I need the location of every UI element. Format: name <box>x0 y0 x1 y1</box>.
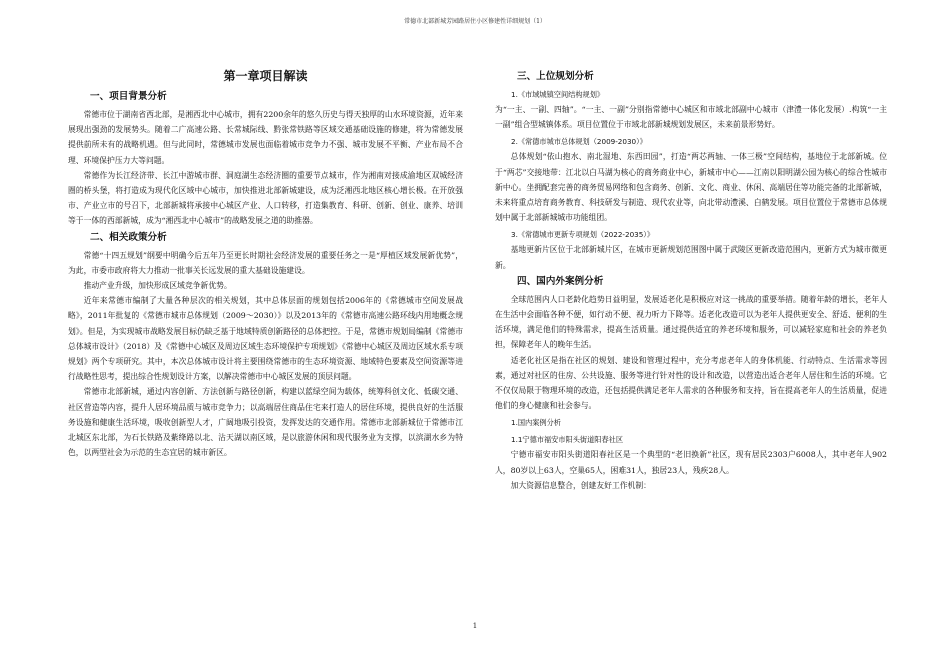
paragraph: 总体规划“依山抱水、南北湿地、东西田园”，打造“两芯两轴、一体三极”空间结构，基地位于北部新城。位于“两芯”交接地带：江北以白马湖为核心的商务商业中心，新城市中心——江南以阳明湖公园为核心的综合性城市新中心。坐拥配套完善的商务贸易网络和包含商务、创新、文化、商业、休闲、高端居住等功能完备的北部新城，未来将重点培育商务教育、科技研发与制造、现代农业等，向北带动澧溪、白鹤发展。项目位置位于常德市总体规划中属于北部新城城市功能组团。 <box>495 152 887 223</box>
section-heading-upper-planning: 三、上位规划分析 <box>517 71 594 82</box>
page-header: 常德市北部新城芳园路居住小区修建性详细规划（1） <box>404 18 546 25</box>
right-column <box>495 68 887 493</box>
subheading: 1.1宁德市福安市阳头街道阳春社区 <box>511 435 624 445</box>
subheading: 3.《常德城市更新专项规划（2022-2035）》 <box>511 230 655 240</box>
paragraph: 全球范围内人口老龄化趋势日益明显，发展适老化是积极应对这一挑战的重要举措。随着年龄的增长，老年人在生活中会面临各种不便，如行动不便、视力听力下降等。适老化改造可以为老年人提供更安全、舒适、便利的生活环境，满足他们的特殊需求，提高生活质量。通过提供适宜的养老环境和服务，可以减轻家庭和社会的养老负担，保障老年人的晚年生活。 <box>495 294 887 350</box>
section-heading-policy: 二、相关政策分析 <box>90 231 167 243</box>
section-heading-background: 一、项目背景分析 <box>90 91 167 102</box>
paragraph: 基地更新片区位于北部新城片区，在城市更新规划范围图中属于武陵区更新改造范围内，更新方式为城市微更新。 <box>495 245 887 270</box>
section-heading-cases: 四、国内外案例分析 <box>517 275 604 287</box>
chapter-title: 第一章项目解读 <box>223 69 308 83</box>
paragraph: 推动产业升级，加快形成区域竞争新优势。 <box>83 281 232 291</box>
paragraph: 常德“十四五规划”纲要中明确今后五年乃至更长时期社会经济发展的重要任务之一是“厚植区域发展新优势”，为此，市委市政府将大力推动一批事关长远发展的重大基础设施建设。 <box>68 250 463 275</box>
paragraph: 常德作为长江经济带、长江中游城市群、洞庭湖生态经济圈的重要节点城市，作为湘南对接成渝地区双城经济圈的桥头堡，将打造成为现代化区域中心城市，加快推进北部新城建设，成为泛湘西北地区核心增长极。在开放强市、产业立市的号召下，北部新城将承接中心城区产业、人口转移，打造集教育、科研、创新、创业、康养、培训等于一体的西部新城，成为“湘西北中心城市”的战略发展之道的助推器。 <box>68 170 463 226</box>
paragraph: 常德市位于湖南省西北部，是湘西北中心城市，拥有2200余年的悠久历史与得天独厚的山水环境资源，近年来展现出强劲的发展势头。随着二广高速公路、长常城际线、黔张常铁路等区域交通基础设施的修建，将为常德发展提供前所未有的战略机遇。但与此同时，常德城市发展也面临着城市竞争力不强、城市发展不平衡、产业布局不合理、环境保护压力大等问题。 <box>68 110 463 165</box>
paragraph: 近年来常德市编制了大量各种层次的相关规划，其中总体层面的规划包括2006年的《常德城市空间发展战略》，2011年批复的《常德市城市总体规划（2009～2030）》以及2013年的《常德市高速公路环线内用地概念规划》。但是，为实现城市战略发展目标仍缺乏基于地域特质创新路径的总体把控。于是，常德市规划局编制《常德市总体城市设计》（2018）及《常德中心城区及周边区域生态环境保护专项规划》《常德中心城区及周边区域水系专项规划》两个专项研究。其中，本次总体城市设计将主要围绕常德市的生态环境资源、地域特色要素及空间资源等进行战略性思考，提出综合性规划设计方案，以解决常德市中心城区发展的顶层问题。 <box>68 296 463 382</box>
subheading: 1.《市域城镇空间结构规划》 <box>511 90 605 99</box>
left-column <box>68 68 463 460</box>
subheading: 2.《常德市城市总体规划（2009-2030）》 <box>511 137 647 147</box>
paragraph: 加大资源信息整合，创建友好工作机制： <box>510 480 651 490</box>
paragraph: 常德市北部新城，通过内容创新、方法创新与路径创新，构建以蓝绿空间为载体，统筹科创文化、低碳交通、社区营造等内容，提升人居环境品质与城市竞争力；以高端居住商品住宅来打造人的居住环境，提供良好的生活服务设施和健康生活环境，吸收创新型人才，广阔地吸引投资，发挥发达的交通作用。常德市北部新城位于常德市江北城区东北部，为石长铁路及紫绛路以北、沾天湖以南区域，是以旅游休闲和现代服务业为支撑，以滨湖水乡为特色，以两型社会为示范的生态宜居的城市新区。 <box>68 387 463 458</box>
paragraph: 为“一主、一副、四轴”。“一主、一副”分别指常德中心城区和市域北部副中心城市（津澧一体化发展）.构筑“一主一副”组合型城镇体系。项目位置位于市域北部新城规划发展区，未来前景形势好。 <box>495 105 887 130</box>
page-number: 1 <box>472 622 478 630</box>
paragraph: 适老化社区是指在社区的规划、建设和管理过程中，充分考虑老年人的身体机能、行动特点、生活需求等因素，通过对社区的住房、公共设施、服务等进行针对性的设计和改造，以营造出适合老年人居住和生活的环境。它不仅仅局限于物理环境的改造，还包括提供满足老年人需求的各种服务和支持，旨在提高老年人的生活质量，促进他们的身心健康和社会参与。 <box>495 355 887 411</box>
paragraph: 宁德市福安市阳头街道阳春社区是一个典型的“老旧换新”社区，现有居民2303户6008人，其中老年人902人，80岁以上63人，空巢65人，困难31人，独居23人，残疾28人。 <box>495 450 887 475</box>
subheading: 1.国内案例分析 <box>511 418 561 428</box>
